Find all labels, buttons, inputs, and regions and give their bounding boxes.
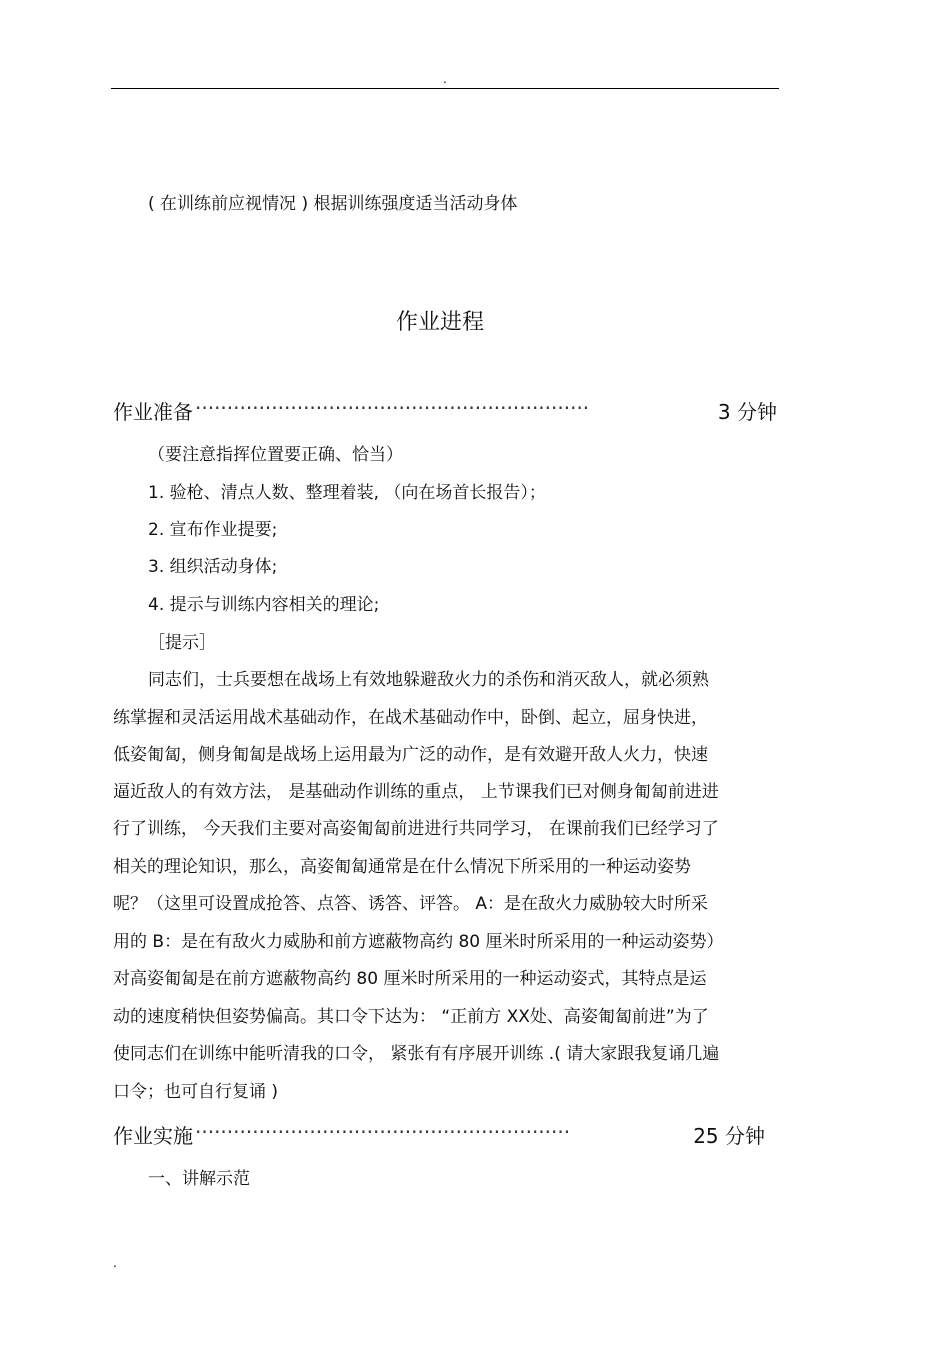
prep-item: 4. 提示与训练内容相关的理论; — [148, 595, 380, 615]
paragraph-line: 同志们，士兵要想在战场上有效地躲避敌火力的杀伤和消灭敌人，就必须熟 — [148, 670, 709, 690]
paragraph-line: 行了训练， 今天我们主要对高姿匍匐前进进行共同学习， 在课前我们已经学习了 — [113, 819, 719, 839]
page-title: 作业进程 — [395, 310, 484, 335]
paragraph-line: 对高姿匍匐是在前方遮蔽物高约 80 厘米时所采用的一种运动姿式，其特点是运 — [113, 969, 707, 989]
paragraph-line: 动的速度稍快但姿势偏高。其口令下达为： “正前方 XX处、高姿匍匐前进”为了 — [113, 1007, 709, 1027]
paragraph-line: 口令；也可自行复诵 ) — [113, 1082, 279, 1102]
section-label: 作业准备 — [113, 400, 193, 424]
section-heading-prep — [113, 396, 777, 422]
section-time: 25 分钟 — [693, 1124, 765, 1148]
header-dot: . — [443, 72, 447, 86]
prep-item: 2. 宣布作业提要; — [148, 520, 278, 540]
prep-item: 3. 组织活动身体; — [148, 557, 278, 577]
paragraph-line: 练掌握和灵活运用战术基础动作，在战术基础动作中，卧倒、起立，屈身快进， — [113, 708, 708, 728]
dot-leader: ··························································· — [195, 1120, 571, 1144]
prep-item: （要注意指挥位置要正确、恰当） — [148, 445, 403, 465]
section-label: 作业实施 — [113, 1124, 193, 1148]
intro-note: ( 在训练前应视情况 ) 根据训练强度适当活动身体 — [148, 194, 518, 214]
impl-item: 一、讲解示范 — [148, 1169, 250, 1189]
section-heading-impl — [113, 1120, 765, 1146]
prep-item: 1. 验枪、清点人数、整理着装, （向在场首长报告）； — [148, 483, 546, 503]
paragraph-line: 用的 B：是在有敌火力威胁和前方遮蔽物高约 80 厘米时所采用的一种运动姿势） — [113, 932, 724, 952]
dot-leader: ······························································ — [195, 396, 590, 420]
paragraph-line: 逼近敌人的有效方法， 是基础动作训练的重点， 上节课我们已对侧身匍匐前进进 — [113, 782, 719, 802]
paragraph-line: 使同志们在训练中能听清我的口令， 紧张有有序展开训练 .( 请大家跟我复诵几遍 — [113, 1044, 720, 1064]
paragraph-line: 呢？（这里可设置成抢答、点答、诱答、评答。 A：是在敌火力威胁较大时所采 — [113, 894, 709, 914]
paragraph-line: 低姿匍匐，侧身匍匐是战场上运用最为广泛的动作，是有效避开敌人火力，快速 — [113, 745, 708, 765]
section-time: 3 分钟 — [717, 400, 777, 424]
header-rule — [111, 88, 779, 89]
paragraph-line: 相关的理论知识，那么，高姿匍匐通常是在什么情况下所采用的一种运动姿势 — [113, 857, 691, 877]
hint-label: ［提示］ — [148, 633, 216, 653]
footer-dot: . — [113, 1256, 117, 1270]
